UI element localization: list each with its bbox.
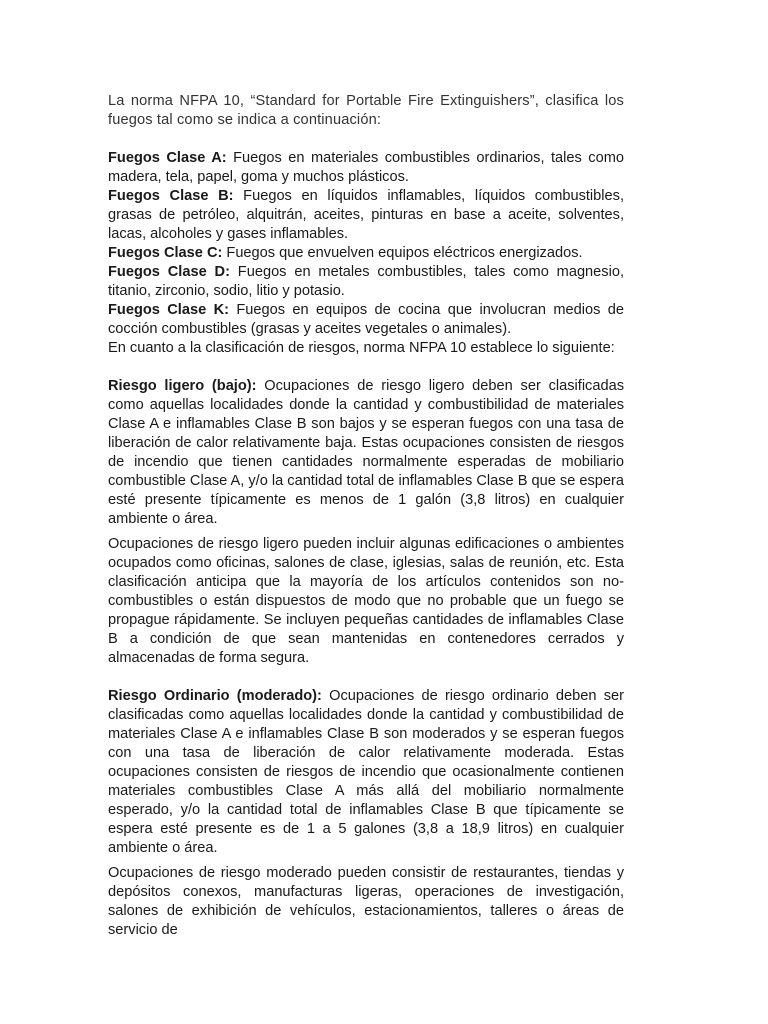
ordinary-risk-term: Riesgo Ordinario (moderado):: [108, 688, 322, 704]
fire-class-d-text: Fuegos en metales combustibles, tales como magnesio, titanio, zirconio, sodio, litio y potasio.: [108, 264, 625, 299]
fire-class-a-term: Fuegos Clase A:: [108, 150, 227, 166]
document-page: [108, 92, 624, 940]
light-risk-paragraph: [108, 377, 624, 529]
fire-class-a: [108, 149, 624, 187]
fire-class-d: [108, 263, 624, 301]
fire-class-c-term: Fuegos Clase C:: [108, 245, 223, 261]
fire-class-k-text: Fuegos en equipos de cocina que involucran medios de cocción combustibles (grasas y aceites vegetales o animales).: [108, 302, 625, 337]
fire-class-b: [108, 187, 624, 244]
light-risk-text: Ocupaciones de riesgo ligero deben ser clasificadas como aquellas localidades donde la cantidad y combustibilidad de materiales Clase A e inflamables Clase B son bajos y se esperan fuegos con una tasa de liberación de calor relativamente baja. Estas ocupaciones consisten de riesgos de incendio que tienen cantidades normalmente esperadas de mobiliario combustible Clase A, y/o la cantidad total de inflamables Clase B que se espera esté presente típicamente es menos de 1 galón (3,8 litros) en cualquier ambiente o área.: [108, 378, 624, 527]
fire-class-k-term: Fuegos Clase K:: [108, 302, 229, 318]
ordinary-risk-paragraph: [108, 687, 624, 858]
ordinary-risk-text: Ocupaciones de riesgo ordinario deben ser clasificadas como aquellas localidades donde la cantidad y combustibilidad de materiales Clase A e inflamables Clase B son moderados y se esperan fuegos con una tasa de liberación de calor relativamente moderada. Estas ocupaciones consisten de riesgos de incendio que ocasionalmente contienen materiales combustibles Clase A más allá del mobiliario normalmente esperado, y/o la cantidad total de inflamables Clase B que típicamente se espera esté presente es de 1 a 5 galones (3,8 a 18,9 litros) en cualquier ambiente o área.: [108, 688, 624, 856]
fire-class-c: [108, 244, 624, 263]
fire-class-b-text: Fuegos en líquidos inflamables, líquidos combustibles, grasas de petróleo, alquitrán, aceites, pinturas en base a aceite, solventes, lacas, alcoholes y gases inflamables.: [108, 188, 625, 242]
light-risk-term: Riesgo ligero (bajo):: [108, 378, 257, 394]
fire-class-k: [108, 301, 624, 339]
fire-class-d-term: Fuegos Clase D:: [108, 264, 230, 280]
intro-paragraph: La norma NFPA 10, “Standard for Portable Fire Extinguishers”, clasifica los fuegos tal como se indica a continuación:: [108, 93, 624, 128]
fire-class-a-text: Fuegos en materiales combustibles ordinarios, tales como madera, tela, papel, goma y muchos plásticos.: [108, 150, 624, 185]
ordinary-risk-detail: Ocupaciones de riesgo moderado pueden consistir de restaurantes, tiendas y depósitos conexos, manufacturas ligeras, operaciones de investigación, salones de exhibición de vehículos, estacionamientos, talleres o áreas de servicio de: [108, 865, 624, 938]
fire-class-b-term: Fuegos Clase B:: [108, 188, 234, 204]
fire-class-c-text: Fuegos que envuelven equipos eléctricos energizados.: [222, 245, 583, 261]
risk-intro-paragraph: En cuanto a la clasificación de riesgos, norma NFPA 10 establece lo siguiente:: [108, 340, 615, 356]
light-risk-detail: Ocupaciones de riesgo ligero pueden incluir algunas edificaciones o ambientes ocupados como oficinas, salones de clase, iglesias, salas de reunión, etc. Esta clasificación anticipa que la mayoría de los artículos contenidos son no-combustibles o están dispuestos de modo que no probable que un fuego se propague rápidamente. Se incluyen pequeñas cantidades de inflamables Clase B a condición de que sean mantenidas en contenedores cerrados y almacenadas de forma segura.: [108, 536, 624, 666]
